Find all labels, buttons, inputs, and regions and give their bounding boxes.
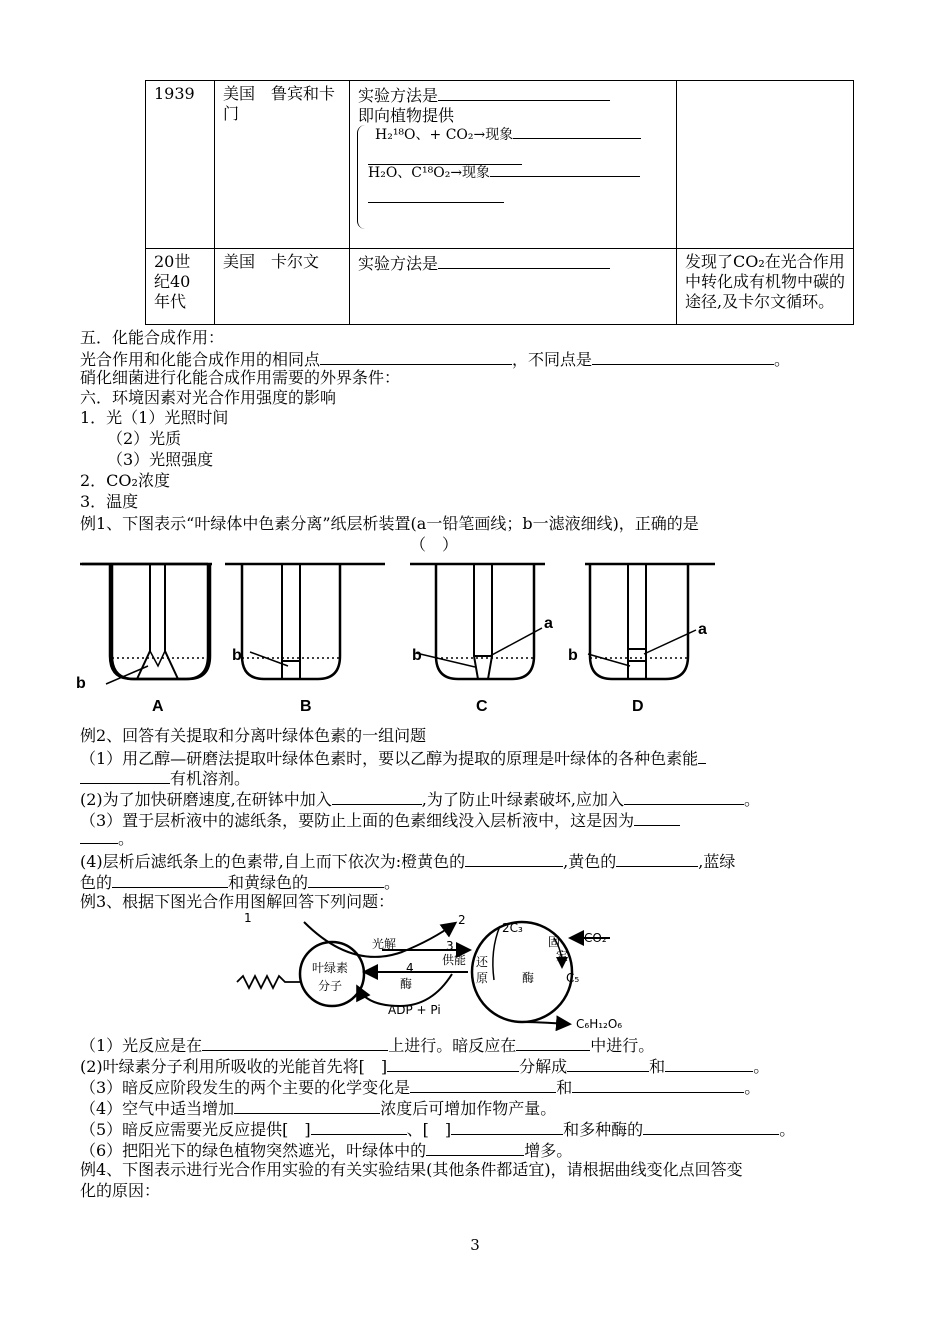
label-huan: 还 <box>476 955 489 969</box>
finding-cell <box>677 81 854 249</box>
label-mei: 酶 <box>400 977 413 991</box>
text: 增多。 <box>524 1141 573 1160</box>
blank <box>410 1076 556 1093</box>
blank <box>465 850 563 867</box>
example-2-q3a <box>80 809 680 831</box>
text: 和 <box>649 1057 666 1076</box>
label-4: 4 <box>406 961 414 975</box>
text: ,黄色的 <box>563 852 617 871</box>
blank <box>624 788 744 805</box>
text: 光合作用和化能合成作用的相同点 <box>80 350 321 369</box>
label-b: b <box>412 647 422 664</box>
text: (4)层析后滤纸条上的色素带,自上而下依次为:橙黄色的 <box>80 852 466 871</box>
section-5-line-a <box>80 348 790 370</box>
year-cell: 1939 <box>146 81 215 249</box>
blank <box>438 252 610 269</box>
text: 、[ ] <box>406 1120 452 1139</box>
label-a: a <box>698 621 707 638</box>
blank <box>387 1055 519 1072</box>
text: （1）用乙醇—研磨法提取叶绿体色素时，要以乙醇为提取的原理是叶绿体的各种色素能 <box>80 749 699 768</box>
text: 分解成 <box>519 1057 568 1076</box>
label-co2: CO₂ <box>584 931 607 945</box>
scientist-cell: 美国 卡尔文 <box>215 249 350 325</box>
text: ,为了防止叶绿素破坏,应加入 <box>421 790 624 809</box>
section-5-title: 五．化能合成作用： <box>80 328 225 347</box>
label-b: b <box>76 675 86 692</box>
example-3-q1 <box>80 1034 654 1056</box>
text: (2)叶绿素分子利用所吸收的光能首先将[ ] <box>80 1057 388 1076</box>
blank <box>308 871 384 888</box>
text: （1）光反应是在 <box>80 1036 203 1055</box>
example-4-line-a: 例4、下图表示进行光合作用实验的有关实验结果(其他条件都适宜)，请根据曲线变化点回答变 <box>80 1160 743 1179</box>
text: 。 <box>774 350 791 369</box>
label-molecule: 分子 <box>318 979 343 993</box>
blank <box>438 84 610 101</box>
option-1 <box>375 124 641 144</box>
blank <box>516 1034 590 1051</box>
example-3-q3 <box>80 1076 760 1098</box>
blank <box>698 747 706 764</box>
blank <box>513 124 641 139</box>
text: 。 <box>118 829 135 848</box>
table-row <box>146 249 854 325</box>
blank <box>112 871 228 888</box>
label-2c3: 2C₃ <box>502 921 523 935</box>
method-cell <box>350 249 677 325</box>
option-2 <box>368 162 640 182</box>
example-2-title: 例2、回答有关提取和分离叶绿体色素的一组问题 <box>80 726 427 745</box>
label-b: b <box>232 647 242 664</box>
text: 色的 <box>80 873 113 892</box>
blank <box>311 1118 407 1135</box>
text: (2)为了加快研磨速度,在研钵中加入 <box>80 790 332 809</box>
example-3-q4 <box>80 1097 556 1119</box>
blank <box>426 1139 524 1156</box>
text: 。 <box>384 873 401 892</box>
example-3-q5 <box>80 1118 795 1140</box>
example-4-line-b: 化的原因： <box>80 1181 161 1200</box>
label-3: 3 <box>446 939 454 953</box>
chromatography-figure-tubes <box>70 556 790 721</box>
label-c-tube: C <box>476 698 488 715</box>
label-b-tube: B <box>300 698 312 715</box>
text: 和多种酶的 <box>563 1120 644 1139</box>
text: （3）置于层析液中的滤纸条，要防止上面的色素细线没入层析液中，这是因为 <box>80 811 635 830</box>
section-5-line-b: 硝化细菌进行化能合成作用需要的外界条件： <box>80 368 401 387</box>
blank <box>572 1076 744 1093</box>
year-cell: 20世纪40年代 <box>146 249 215 325</box>
label-ding: 定 <box>556 949 569 963</box>
example-2-q1a <box>80 747 706 769</box>
page-number: 3 <box>470 1236 480 1254</box>
text: ，不同点是 <box>512 350 593 369</box>
text: 和黄绿色的 <box>228 873 309 892</box>
blank <box>592 348 774 365</box>
blank <box>368 190 504 203</box>
text: （5）暗反应需要光反应提供[ ] <box>80 1120 311 1139</box>
label-c5: C₅ <box>566 971 580 985</box>
section-6-item: （3）光照强度 <box>107 450 214 469</box>
blank <box>451 1118 563 1135</box>
example-2-q1b <box>80 767 250 789</box>
blank <box>80 767 170 784</box>
method-line2: 即向植物提供 <box>358 106 455 125</box>
blank <box>234 1097 380 1114</box>
label-b: b <box>568 647 578 664</box>
blank <box>634 809 680 826</box>
section-6-item: 3．温度 <box>80 492 139 511</box>
blank <box>202 1034 388 1051</box>
method-label: 实验方法是 <box>358 254 439 273</box>
example-3-q2 <box>80 1055 769 1077</box>
example-2-q4a <box>80 850 735 872</box>
text: （6）把阳光下的绿色植物突然遮光，叶绿体中的 <box>80 1141 427 1160</box>
text: 。 <box>779 1120 796 1139</box>
text: 。 <box>743 790 760 809</box>
option-1-text: H₂¹⁸O、+ CO₂→现象 <box>375 127 514 143</box>
scientist-cell: 美国 鲁宾和卡门 <box>215 81 350 249</box>
answer-paren: （ ） <box>410 535 459 554</box>
label-2: 2 <box>458 913 466 927</box>
example-3-q6 <box>80 1139 572 1161</box>
blank <box>567 1055 649 1072</box>
label-d-tube: D <box>632 698 644 715</box>
example-2-q4b <box>80 871 400 893</box>
label-a: a <box>544 615 553 632</box>
blank <box>490 162 640 177</box>
label-adp: ADP + Pi <box>388 1003 441 1017</box>
label-gongneng: 供能 <box>442 953 467 967</box>
section-6-item: 2．CO₂浓度 <box>80 471 170 490</box>
section-6-title: 六．环境因素对光合作用强度的影响 <box>80 388 337 407</box>
blank <box>368 188 504 207</box>
text: 有机溶剂。 <box>170 769 251 788</box>
label-glucose: C₆H₁₂O₆ <box>576 1017 623 1031</box>
option-2-text: H₂O、C¹⁸O₂→现象 <box>368 165 491 181</box>
blank <box>80 833 118 844</box>
brace <box>357 125 368 229</box>
text: 和 <box>556 1078 573 1097</box>
text: ,蓝绿 <box>698 852 736 871</box>
example-2-q2 <box>80 788 760 810</box>
example-2-q3b <box>80 829 134 849</box>
method-label: 实验方法是 <box>358 86 439 105</box>
blank <box>643 1118 779 1135</box>
text: 上进行。暗反应在 <box>388 1036 517 1055</box>
example-3-title: 例3、根据下图光合作用图解回答下列问题： <box>80 892 395 911</box>
text: （3）暗反应阶段发生的两个主要的化学变化是 <box>80 1078 411 1097</box>
example-1-question: 例1、下图表示“叶绿体中色素分离”纸层析装置(a一铅笔画线；b一滤液细线)，正确的是 <box>80 514 699 533</box>
text: 。 <box>753 1057 770 1076</box>
blank <box>332 788 422 805</box>
label-1: 1 <box>244 911 252 925</box>
label-mei-2: 酶 <box>522 971 535 985</box>
section-6-item: 1．光（1）光照时间 <box>80 408 229 427</box>
section-6-item: （2）光质 <box>107 429 182 448</box>
photosynthesis-diagram <box>232 910 652 1034</box>
blank <box>665 1055 753 1072</box>
label-gu: 固 <box>548 935 561 949</box>
blank <box>320 348 512 365</box>
text: 。 <box>744 1078 761 1097</box>
label-a-tube: A <box>152 698 164 715</box>
text: （4）空气中适当增加 <box>80 1099 235 1118</box>
text: 浓度后可增加作物产量。 <box>380 1099 557 1118</box>
label-chlorophyll: 叶绿素 <box>312 961 349 975</box>
label-guangjie: 光解 <box>372 937 397 951</box>
label-yuan: 原 <box>476 971 489 985</box>
finding-cell: 发现了CO₂在光合作用中转化成有机物中碳的途径,及卡尔文循环。 <box>677 249 854 325</box>
blank <box>616 850 698 867</box>
text: 中进行。 <box>590 1036 655 1055</box>
